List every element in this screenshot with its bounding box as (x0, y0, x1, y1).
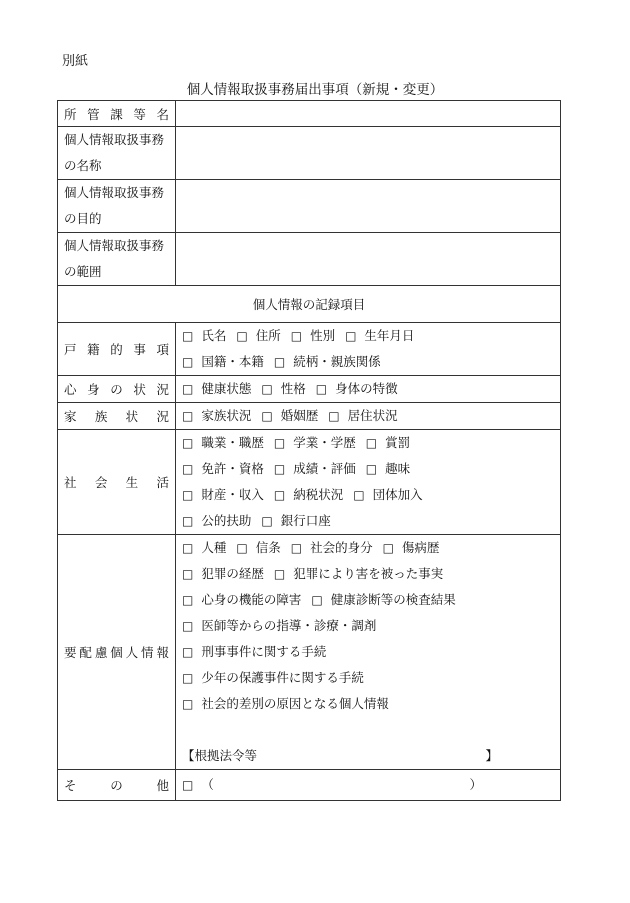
checkbox-icon[interactable]: □ (182, 541, 194, 555)
checkbox-option[interactable] (291, 323, 335, 349)
checkbox-option[interactable] (291, 535, 373, 561)
checkbox-icon[interactable]: □ (273, 355, 286, 369)
mind-body-label-text-char: 心 (64, 382, 77, 397)
department-label-text-char: 管 (87, 106, 100, 122)
task-scope-label-line1: 個人情報取扱事務 (64, 238, 165, 253)
checkbox-option[interactable] (274, 482, 343, 508)
checkbox-option[interactable] (182, 323, 226, 349)
legal-basis-close: 】 (485, 748, 498, 763)
sensitive-option-row (176, 561, 560, 587)
family-registry-option-row (176, 349, 560, 375)
checkbox-icon[interactable]: □ (261, 382, 273, 396)
checkbox-label: 賞罰 (385, 435, 411, 450)
checkbox-label: 居住状況 (347, 408, 398, 423)
checkbox-icon[interactable]: □ (290, 541, 303, 555)
checkbox-label: 性別 (310, 328, 336, 343)
checkbox-label: 生年月日 (364, 328, 415, 343)
family-registry-label-text-char: 項 (156, 342, 169, 357)
checkbox-label: 健康診断等の検査結果 (330, 592, 456, 607)
checkbox-option[interactable] (328, 403, 397, 429)
checkbox-option[interactable] (236, 323, 280, 349)
department-label (58, 101, 176, 127)
task-name-label (58, 127, 176, 180)
mind-body-label-text-char: 身 (87, 382, 100, 397)
sensitive-option-row (176, 535, 560, 561)
checkbox-label: 学業・学歴 (293, 435, 356, 450)
family-registry-label-text-char: 的 (110, 342, 123, 357)
checkbox-option[interactable] (274, 456, 356, 482)
social-life-label-text-char: 活 (156, 475, 169, 490)
checkbox-label: 公的扶助 (201, 513, 252, 528)
department-label-text-char: 課 (110, 106, 123, 122)
family-registry-label-text-char: 戸 (64, 342, 77, 357)
checkbox-option[interactable] (182, 691, 389, 717)
checkbox-label: 職業・職歴 (201, 435, 264, 450)
checkbox-option[interactable] (182, 482, 264, 508)
checkbox-icon[interactable]: □ (311, 593, 323, 607)
form-title: 個人情報取扱事務届出事項（新規・変更） (186, 82, 444, 98)
checkbox-icon[interactable]: □ (365, 462, 378, 476)
department-label-text-char: 名 (156, 106, 169, 122)
department-label-text-char: 等 (133, 106, 146, 122)
checkbox-option[interactable] (261, 403, 318, 429)
family-status-label (58, 403, 176, 430)
checkbox-icon[interactable]: □ (273, 462, 286, 476)
checkbox-option[interactable] (261, 508, 330, 534)
checkbox-label: 銀行口座 (280, 513, 331, 528)
checkbox-icon[interactable]: □ (182, 645, 194, 659)
task-name-label-line2: の名称 (64, 158, 102, 173)
social-life-label-text-char: 社 (64, 475, 77, 490)
checkbox-option[interactable] (182, 613, 376, 639)
checkbox-option[interactable] (366, 456, 410, 482)
checkbox-option[interactable] (182, 403, 251, 429)
sensitive-label-text-char: 配 (79, 645, 92, 660)
checkbox-option[interactable] (274, 561, 443, 587)
sensitive-info-label (58, 535, 176, 770)
sensitive-label-text-char: 慮 (94, 645, 108, 660)
mind-body-label (58, 376, 176, 403)
checkbox-icon[interactable]: □ (182, 514, 194, 528)
checkbox-option[interactable] (353, 482, 422, 508)
checkbox-icon[interactable]: □ (261, 514, 273, 528)
checkbox-icon[interactable]: □ (182, 619, 194, 633)
checkbox-option[interactable] (366, 430, 410, 456)
checkbox-icon[interactable]: □ (182, 671, 194, 685)
checkbox-option[interactable] (261, 376, 305, 402)
sensitive-option-row (176, 665, 560, 691)
checkbox-option[interactable] (182, 535, 226, 561)
family-status-label-text (64, 407, 175, 425)
checkbox-label: 成績・評価 (293, 461, 356, 476)
other-label-text-char: 他 (156, 778, 169, 793)
other-paren-close: ） (469, 777, 482, 792)
task-scope-field[interactable] (176, 233, 561, 286)
sensitive-label-text-char: 要 (64, 645, 77, 660)
sensitive-info-options (176, 535, 561, 770)
checkbox-icon[interactable]: □ (353, 488, 365, 502)
checkbox-icon[interactable]: □ (273, 488, 286, 502)
checkbox-icon[interactable]: □ (315, 382, 328, 396)
task-scope-label-line2: の範囲 (64, 264, 102, 279)
checkbox-icon[interactable]: □ (182, 409, 194, 423)
checkbox-label: 医師等からの指導・診療・調剤 (201, 618, 377, 633)
checkbox-icon[interactable]: □ (182, 593, 194, 607)
checkbox-icon[interactable]: □ (382, 541, 394, 555)
checkbox-label: 続柄・親族関係 (293, 354, 381, 369)
checkbox-option[interactable] (316, 376, 398, 402)
record-items-heading: 個人情報の記録項目 (58, 286, 561, 323)
social-life-option-row (176, 430, 560, 456)
sensitive-label-text-char: 人 (125, 645, 139, 660)
checkbox-label: 納税状況 (293, 487, 344, 502)
other-label-text-char: そ (64, 778, 77, 793)
checkbox-icon[interactable]: □ (328, 409, 340, 423)
task-purpose-label (58, 180, 176, 233)
checkbox-option[interactable] (182, 561, 264, 587)
checkbox-label: 身体の特徴 (335, 381, 398, 396)
sensitive-option-row (176, 587, 560, 613)
checkbox-label: 免許・資格 (201, 461, 264, 476)
checkbox-icon[interactable]: □ (290, 329, 303, 343)
checkbox-option[interactable] (182, 587, 301, 613)
other-label-text (64, 776, 175, 794)
other-label (58, 770, 176, 801)
checkbox-option[interactable] (182, 376, 251, 402)
other-paren-open: （ (201, 777, 214, 792)
family-status-label-text-char: 家 (64, 409, 77, 424)
checkbox-icon[interactable]: □ (182, 697, 194, 711)
mind-body-options (176, 376, 561, 403)
checkbox-icon[interactable]: □ (261, 409, 273, 423)
mind-body-label-text (64, 380, 175, 398)
social-life-option-row (176, 508, 560, 534)
checkbox-icon[interactable]: □ (182, 488, 194, 502)
checkbox-icon[interactable]: □ (182, 436, 194, 450)
checkbox-label: 住所 (255, 328, 281, 343)
family-registry-label-text-char: 事 (133, 342, 146, 357)
social-life-label-text-char: 生 (125, 475, 139, 490)
checkbox-option[interactable] (274, 349, 381, 375)
checkbox-option[interactable] (383, 535, 440, 561)
task-purpose-field[interactable] (176, 180, 561, 233)
family-registry-label-text-char: 籍 (87, 342, 100, 357)
department-field[interactable] (176, 101, 561, 127)
family-registry-label (58, 323, 176, 376)
checkbox-icon[interactable]: □ (273, 436, 286, 450)
checkbox-other[interactable]: □ (182, 778, 194, 792)
family-status-label-text-char: 況 (156, 409, 169, 424)
checkbox-label: 婚姻歴 (280, 408, 319, 423)
checkbox-label: 心身の機能の障害 (201, 592, 302, 607)
checkbox-label: 氏名 (201, 328, 227, 343)
other-label-text-char: の (110, 778, 123, 793)
annex-label: 別紙 (62, 54, 89, 69)
checkbox-icon[interactable]: □ (182, 355, 194, 369)
family-status-options (176, 403, 561, 430)
sensitive-label-text (64, 643, 175, 661)
family-status-option-row (176, 403, 560, 429)
social-life-label-text-char: 会 (94, 475, 108, 490)
checkbox-label: 傷病歴 (401, 540, 440, 555)
checkbox-label: 家族状況 (201, 408, 252, 423)
department-label-text (64, 105, 175, 123)
mind-body-option-row (176, 376, 560, 402)
family-registry-options (176, 323, 561, 376)
checkbox-label: 趣味 (385, 461, 411, 476)
mind-body-label-text-char: の (110, 382, 123, 397)
registration-form-table (57, 100, 561, 801)
sensitive-option-row (176, 639, 560, 665)
checkbox-icon[interactable]: □ (236, 329, 248, 343)
checkbox-icon[interactable]: □ (273, 567, 286, 581)
checkbox-label: 刑事事件に関する手続 (201, 644, 327, 659)
task-name-label-line1: 個人情報取扱事務 (64, 132, 165, 147)
checkbox-option[interactable] (311, 587, 455, 613)
social-life-option-row (176, 456, 560, 482)
checkbox-label: 性格 (280, 381, 306, 396)
checkbox-option[interactable] (182, 349, 264, 375)
checkbox-label: 信条 (255, 540, 281, 555)
task-name-field[interactable] (176, 127, 561, 180)
checkbox-label: 社会的差別の原因となる個人情報 (201, 696, 389, 711)
social-life-option-row (176, 482, 560, 508)
checkbox-icon[interactable]: □ (345, 329, 357, 343)
checkbox-icon[interactable]: □ (365, 436, 378, 450)
family-status-label-text-char: 状 (125, 409, 139, 424)
sensitive-label-text-char: 報 (156, 645, 169, 660)
sensitive-label-text-char: 情 (141, 645, 154, 660)
checkbox-option[interactable] (182, 665, 364, 691)
checkbox-label: 犯罪により害を被った事実 (293, 566, 444, 581)
social-life-label-text (64, 473, 175, 491)
checkbox-label: 団体加入 (372, 487, 423, 502)
checkbox-label: 犯罪の経歴 (201, 566, 264, 581)
task-scope-label (58, 233, 176, 286)
sensitive-option-row (176, 691, 560, 717)
checkbox-label: 健康状態 (201, 381, 252, 396)
checkbox-option[interactable] (182, 456, 264, 482)
other-options (176, 770, 561, 801)
checkbox-option[interactable] (236, 535, 280, 561)
task-purpose-label-line1: 個人情報取扱事務 (64, 185, 165, 200)
checkbox-option[interactable] (182, 430, 264, 456)
checkbox-label: 国籍・本籍 (201, 354, 264, 369)
sensitive-option-row (176, 613, 560, 639)
sensitive-label-text-char: 個 (110, 645, 123, 660)
checkbox-label: 人種 (201, 540, 227, 555)
family-registry-option-row (176, 323, 560, 349)
checkbox-label: 少年の保護事件に関する手続 (201, 670, 364, 685)
legal-basis-open: 【根拠法令等 (182, 748, 258, 763)
department-label-text-char: 所 (64, 106, 77, 122)
social-life-label (58, 430, 176, 535)
checkbox-icon[interactable]: □ (182, 382, 194, 396)
legal-basis-field[interactable] (176, 743, 560, 769)
mind-body-label-text-char: 状 (133, 382, 146, 397)
checkbox-label: 社会的身分 (310, 540, 373, 555)
checkbox-option[interactable] (345, 323, 414, 349)
checkbox-option[interactable] (182, 639, 326, 665)
task-purpose-label-line2: の目的 (64, 211, 102, 226)
checkbox-icon[interactable]: □ (182, 567, 194, 581)
checkbox-option[interactable] (274, 430, 356, 456)
checkbox-icon[interactable]: □ (182, 329, 194, 343)
family-status-label-text-char: 族 (94, 409, 108, 424)
family-registry-label-text (64, 340, 175, 358)
mind-body-label-text-char: 況 (156, 382, 169, 397)
social-life-options (176, 430, 561, 535)
checkbox-option[interactable] (182, 508, 251, 534)
checkbox-icon[interactable]: □ (182, 462, 194, 476)
checkbox-icon[interactable]: □ (236, 541, 248, 555)
checkbox-label: 財産・収入 (201, 487, 264, 502)
